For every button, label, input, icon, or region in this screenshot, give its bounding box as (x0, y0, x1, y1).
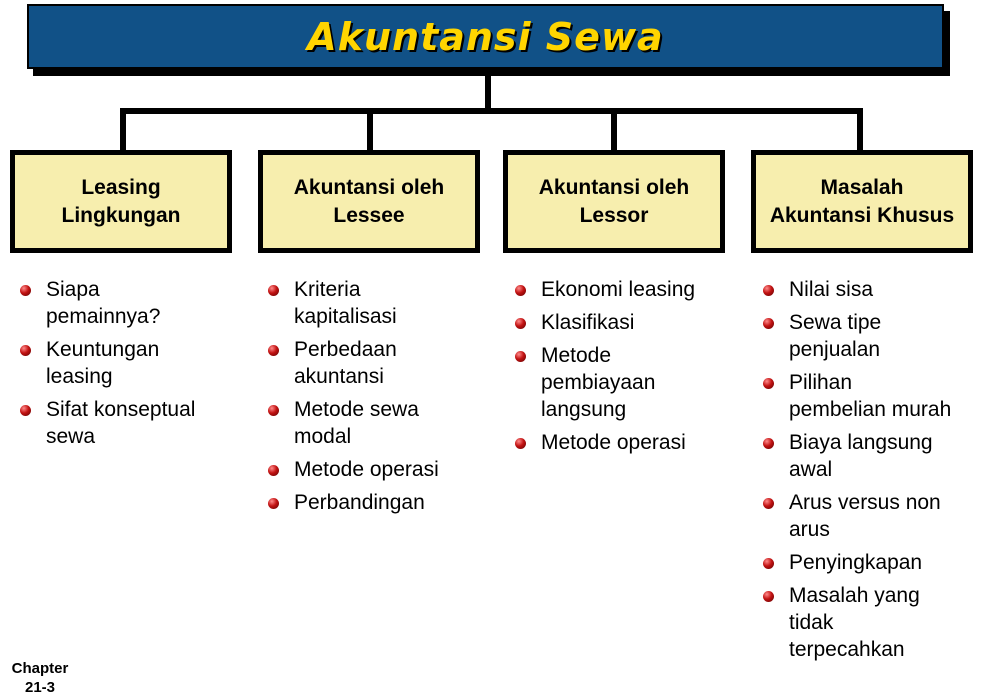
bullet-icon (268, 345, 279, 356)
bullet-icon (515, 438, 526, 449)
bullet-icon (268, 405, 279, 416)
list-item: Keuntungan leasing (18, 336, 238, 390)
list-item: Siapa pemainnya? (18, 276, 238, 330)
chapter-footer (5, 659, 75, 697)
category-box-leasing (10, 150, 232, 253)
bullet-icon (763, 285, 774, 296)
bullet-icon (515, 318, 526, 329)
category-label: Masalah Akuntansi Khusus (769, 175, 955, 227)
bullet-icon (20, 405, 31, 416)
bullet-icon (763, 438, 774, 449)
category-label: Akuntansi oleh Lessor (538, 175, 690, 227)
list-item: Perbandingan (266, 489, 486, 516)
list-item: Perbedaan akuntansi (266, 336, 486, 390)
category-box-lessee (258, 150, 480, 253)
page-number: 21-3 (24, 679, 56, 696)
category-box-special (751, 150, 973, 253)
list-item: Nilai sisa (761, 276, 981, 303)
list-special (761, 276, 981, 669)
bullet-icon (763, 378, 774, 389)
list-item: Penyingkapan (761, 549, 981, 576)
bullet-icon (763, 591, 774, 602)
list-item: Metode pembiayaan langsung (513, 342, 743, 423)
bullet-icon (20, 285, 31, 296)
bullet-icon (763, 318, 774, 329)
list-item: Ekonomi leasing (513, 276, 743, 303)
page-title: Akuntansi Sewa (307, 14, 664, 59)
connector-lines (0, 0, 985, 160)
bullet-icon (515, 351, 526, 362)
list-item: Kriteria kapitalisasi (266, 276, 486, 330)
chapter-label: Chapter (11, 660, 69, 677)
list-item: Sifat konseptual sewa (18, 396, 238, 450)
bullet-icon (268, 465, 279, 476)
list-item: Metode operasi (513, 429, 743, 456)
list-item: Sewa tipe penjualan (761, 309, 981, 363)
list-item: Pilihan pembelian murah (761, 369, 981, 423)
bullet-icon (20, 345, 31, 356)
list-item: Arus versus non arus (761, 489, 981, 543)
list-leasing (18, 276, 238, 456)
bullet-icon (268, 498, 279, 509)
list-item: Biaya langsung awal (761, 429, 981, 483)
category-label: Akuntansi oleh Lessee (293, 175, 445, 227)
bullet-icon (515, 285, 526, 296)
bullet-icon (763, 558, 774, 569)
bullet-icon (268, 285, 279, 296)
list-lessor (513, 276, 743, 462)
bullet-icon (763, 498, 774, 509)
list-item: Metode sewa modal (266, 396, 486, 450)
list-item: Klasifikasi (513, 309, 743, 336)
category-box-lessor (503, 150, 725, 253)
list-item: Masalah yang tidak terpecahkan (761, 582, 981, 663)
list-lessee (266, 276, 486, 522)
list-item: Metode operasi (266, 456, 486, 483)
category-label: Leasing Lingkungan (61, 175, 181, 227)
